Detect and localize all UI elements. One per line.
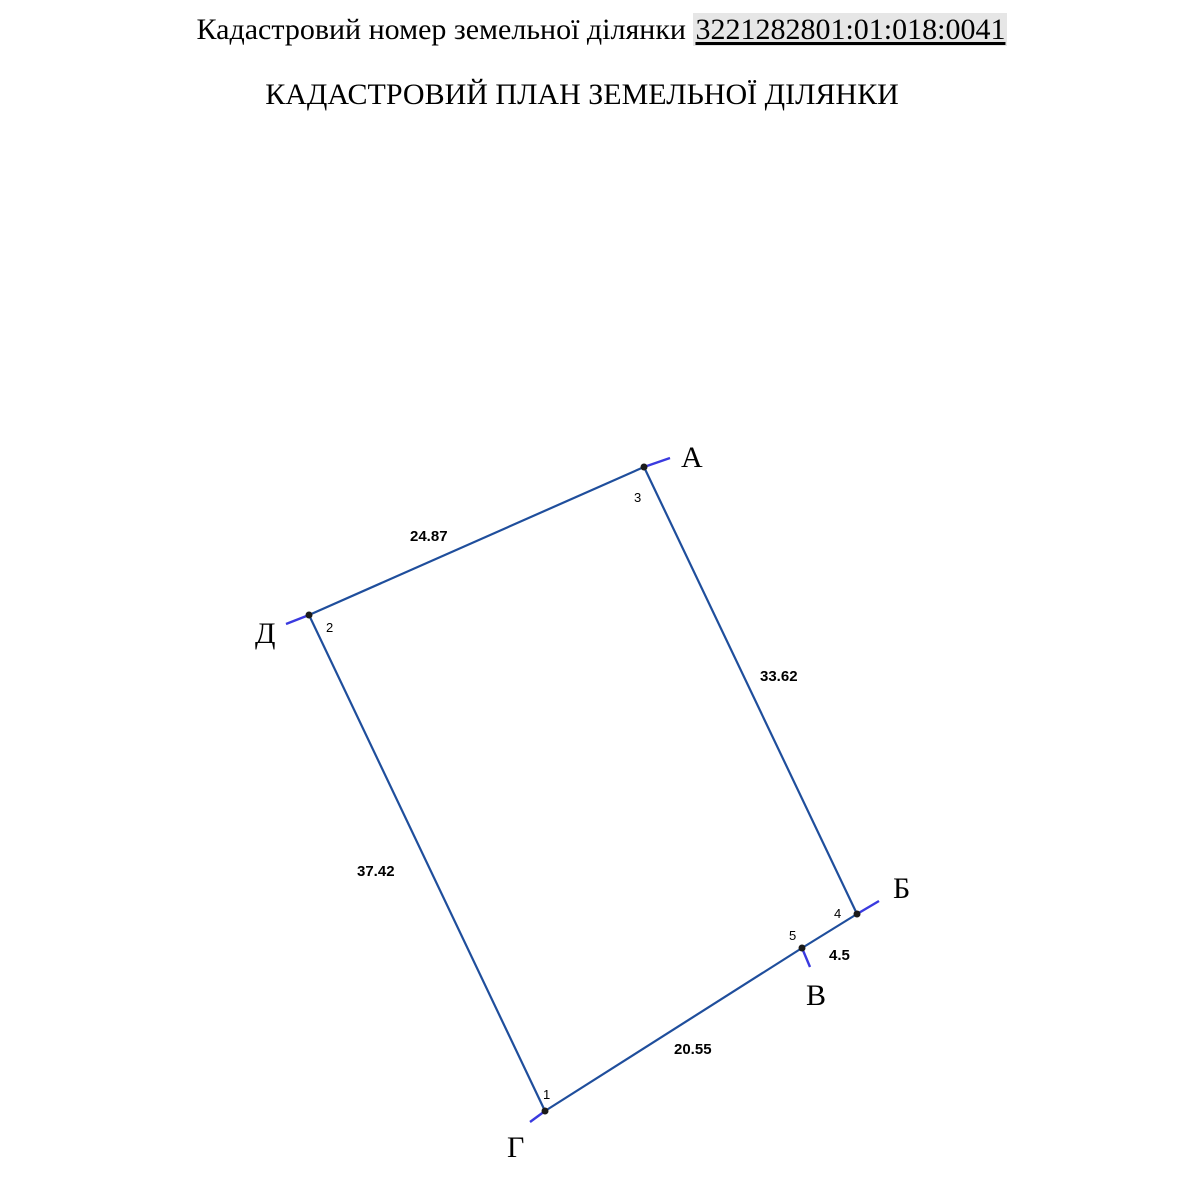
plan-title: КАДАСТРОВИЙ ПЛАН ЗЕМЕЛЬНОЇ ДІЛЯНКИ <box>265 78 899 111</box>
boundary-segment-1-2 <box>309 615 545 1111</box>
neighbor-label-d: Д <box>255 617 276 650</box>
point-label-5: 5 <box>789 928 797 943</box>
point-label-3: 3 <box>634 490 642 505</box>
vertices <box>306 464 861 1115</box>
parcel-boundary <box>309 467 857 1111</box>
neighbor-ticks <box>286 458 879 1122</box>
length-label-5-1: 20.55 <box>674 1041 712 1058</box>
neighbor-label-g: Г <box>507 1131 525 1164</box>
length-label-3-4: 33.62 <box>760 668 798 685</box>
boundary-segment-5-1 <box>545 948 802 1111</box>
boundary-segment-2-3 <box>309 467 644 615</box>
neighbor-label-v: В <box>806 979 827 1012</box>
boundary-segment-3-4 <box>644 467 857 914</box>
vertex-3 <box>641 464 648 471</box>
vertex-5 <box>799 945 806 952</box>
vertex-4 <box>854 911 861 918</box>
length-label-2-3: 24.87 <box>410 528 448 545</box>
boundary-segment-4-5 <box>802 914 857 948</box>
point-label-4: 4 <box>834 906 842 921</box>
cadastral-number: 3221282801:01:018:0041 <box>695 13 1006 46</box>
point-label-2: 2 <box>326 620 334 635</box>
neighbor-label-b: Б <box>893 872 911 905</box>
vertex-2 <box>306 612 313 619</box>
point-label-1: 1 <box>543 1087 551 1102</box>
vertex-1 <box>542 1108 549 1115</box>
length-label-4-5: 4.5 <box>829 947 850 964</box>
length-label-1-2: 37.42 <box>357 863 395 880</box>
neighbor-label-a: А <box>681 441 703 474</box>
tick-b <box>857 901 879 914</box>
tick-d <box>286 615 309 624</box>
tick-a <box>644 458 670 467</box>
cadastral-label: Кадастровий номер земельної ділянки <box>196 13 686 46</box>
